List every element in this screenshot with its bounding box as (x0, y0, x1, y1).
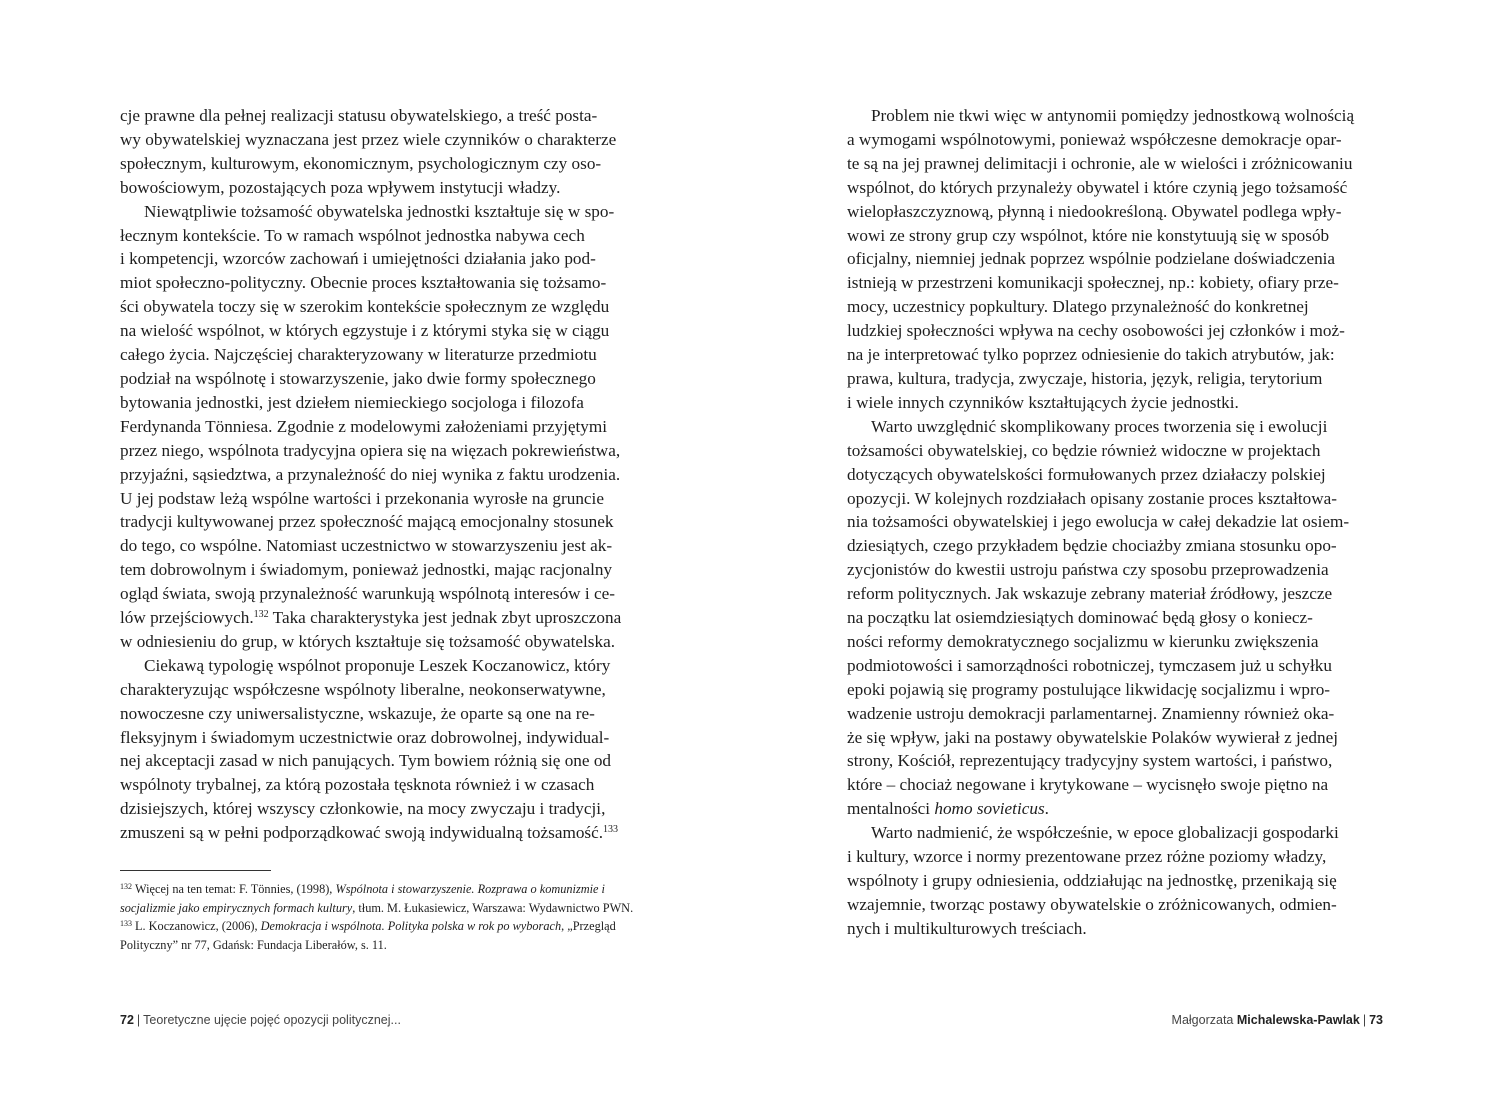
text-line: ności reformy demokratycznego socjalizmu w kierunku zwiększenia (847, 631, 1319, 651)
text-line: na je interpretować tylko poprzez odniesienie do takich atrybutów, jak: (847, 345, 1335, 365)
text-line: wadzenie ustroju demokracji parlamentarnej. Znamienny również oka- (847, 703, 1335, 723)
text-line: zycjonistów do kwestii ustroju państwa czy sposobu przeprowadzenia (847, 560, 1329, 580)
text-line: reform politycznych. Jak wskazuje zebrany materiał źródłowy, jeszcze (847, 584, 1333, 604)
text-line: mentalności (847, 799, 935, 819)
text-line: społecznym, kulturowym, ekonomicznym, psychologicznym czy oso- (120, 153, 602, 173)
footnote-title: Wspólnota i stowarzyszenie. Rozprawa o komunizmie i socjalizmie jako empirycznych formach kultury (120, 882, 605, 915)
text-line: podmiotowości i samorządności robotniczej, tymczasem już u schyłku (847, 655, 1332, 675)
footnote-divider (120, 870, 271, 871)
right-text-column (847, 104, 1383, 941)
text-line: lów przejściowych. (120, 608, 254, 628)
text-line: nowoczesne czy uniwersalistyczne, wskazuje, że oparte są one na re- (120, 703, 595, 723)
text-line: dotyczących obywatelskości formułowanych przez działaczy polskiej (847, 464, 1326, 484)
text-line: na początku lat osiemdziesiątych dominować będą głosy o koniecz- (847, 608, 1313, 628)
footnote (120, 880, 658, 917)
left-text-column (120, 104, 658, 845)
text-line: nej akceptacji zasad w nich panujących. Tym bowiem różnią się one od (120, 751, 612, 771)
footer-separator: | (1362, 1013, 1367, 1027)
paragraph (120, 104, 658, 200)
right-running-footer (1172, 1012, 1383, 1028)
text-line: na wielość wspólnot, w których egzystuje i z którymi styka się w ciągu (120, 321, 610, 341)
text-punct: . (1044, 799, 1049, 819)
text-line: miot społeczno-polityczny. Obecnie proces kształtowania się tożsamo- (120, 273, 607, 293)
footnote-text: Więcej na ten temat: F. Tönnies, (1998), (135, 882, 336, 896)
text-line: te są na jej prawnej delimitacji i ochronie, ale w wielości i zróżnicowaniu (847, 153, 1353, 173)
text-line: Taka charakterystyka jest jednak zbyt uproszczona (272, 608, 622, 628)
footnote-text: L. Koczanowicz, (2006), (135, 919, 261, 933)
footnote (120, 917, 658, 954)
text-line: wzajemnie, tworząc postawy obywatelskie o zróżnicowanych, odmien- (847, 894, 1337, 914)
text-line: wowi ze strony grup czy wspólnot, które nie konstytuują się w sposób (847, 225, 1330, 245)
text-line: nych i multikulturowych treściach. (847, 918, 1087, 938)
text-line: fleksyjnym i świadomym uczestnictwie oraz dobrowolnej, indywidual- (120, 727, 610, 747)
text-line: tożsamości obywatelskiej, co będzie również widoczne w projektach (847, 440, 1321, 460)
text-line: i kultury, wzorce i normy prezentowane przez różne poziomy władzy, (847, 847, 1327, 867)
page-number: 72 (120, 1013, 134, 1027)
text-line: zmuszeni są w pełni podporządkować swoją indywidualną tożsamość. (120, 823, 604, 843)
page-number: 73 (1369, 1013, 1383, 1027)
text-line: wspólnot, do których przynależy obywatel i które czynią jego tożsamość (847, 177, 1348, 197)
footnote-ref[interactable]: 132 (253, 609, 269, 621)
text-line: Problem nie tkwi więc w antynomii pomiędzy jednostkową wolnością (871, 106, 1355, 125)
footnote-title: Demokracja i wspólnota. Polityka polska w rok po wyborach (260, 919, 562, 933)
text-line: tradycji kultywowanej przez społeczność mającą emocjonalny stosunek (120, 512, 614, 532)
text-line: ści obywatela toczy się w szerokim kontekście społecznym ze względu (120, 297, 610, 317)
text-line: mocy, uczestnicy popkultury. Dlatego przynależność do konkretnej (847, 297, 1309, 317)
text-line: które – chociaż negowane i krytykowane – wycisnęło swoje piętno na (847, 775, 1329, 795)
author-first-name: Małgorzata (1171, 1013, 1234, 1027)
text-line: prawa, kultura, tradycja, zwyczaje, historia, język, religia, terytorium (847, 368, 1323, 388)
text-line: w odniesieniu do grup, w których kształtuje się tożsamość obywatelska. (120, 631, 615, 651)
text-line: wspólnoty i grupy odniesienia, oddziałując na jednostkę, przenikają się (847, 871, 1337, 890)
text-line: łecznym kontekście. To w ramach wspólnot jednostka nabywa cech (120, 225, 585, 245)
text-line: nia tożsamości obywatelskiej i jego ewolucja w całej dekadzie lat osiem- (847, 512, 1350, 532)
paragraph (847, 821, 1383, 941)
text-line: bowościowym, pozostających poza wpływem instytucji władzy. (120, 177, 561, 197)
text-line: Niewątpliwie tożsamość obywatelska jednostki kształtuje się w spo- (144, 201, 615, 221)
text-line: Warto uwzględnić skomplikowany proces tworzenia się i ewolucji (871, 416, 1328, 436)
text-line: ludzkiej społeczności wpływa na cechy osobowości jej członków i moż- (847, 321, 1345, 341)
author-last-name: Michalewska-Pawlak (1236, 1013, 1360, 1027)
footnotes (120, 880, 658, 954)
text-line: przyjaźni, sąsiedztwa, a przynależność do niej wynika z faktu urodzenia. (120, 464, 621, 484)
footer-separator: | (136, 1013, 141, 1027)
text-line: że się wpływ, jaki na postawy obywatelskie Polaków wywierał z jednej (847, 727, 1338, 747)
left-running-footer (120, 1012, 401, 1028)
paragraph (847, 415, 1383, 821)
text-line: a wymogami wspólnotowymi, ponieważ współczesne demokracje opar- (847, 129, 1342, 149)
text-line: dzisiejszych, której wszyscy członkowie, na mocy zwyczaju i tradycji, (120, 799, 606, 819)
text-line: wy obywatelskiej wyznaczana jest przez wiele czynników o charakterze (120, 129, 617, 149)
text-line: cje prawne dla pełnej realizacji statusu obywatelskiego, a treść posta- (120, 106, 598, 125)
text-line: i kompetencji, wzorców zachowań i umiejętności działania jako pod- (120, 249, 596, 269)
text-line: ogląd świata, swoją przynależność warunkują wspólnotą interesów i ce- (120, 584, 615, 604)
text-line: bytowania jednostki, jest dziełem niemieckiego socjologa i filozofa (120, 392, 584, 412)
text-line: charakteryzując współczesne wspólnoty liberalne, neokonserwatywne, (120, 679, 606, 699)
running-title: Teoretyczne ujęcie pojęć opozycji politycznej... (143, 1013, 401, 1027)
text-line: dziesiątych, czego przykładem będzie chociażby zmiana stosunku opo- (847, 536, 1337, 556)
text-line: przez niego, wspólnota tradycyjna opiera się na więzach pokrewieństwa, (120, 440, 621, 460)
text-line: opozycji. W kolejnych rozdziałach opisany zostanie proces kształtowa- (847, 488, 1337, 508)
footnote-text: , tłum. M. Łukasiewicz, Warszawa: Wydawnictwo PWN. (352, 900, 634, 915)
footnote-ref[interactable]: 133 (603, 824, 619, 836)
paragraph (120, 654, 658, 845)
text-line: wspólnoty trybalnej, za którą pozostała tęsknota również i w czasach (120, 775, 595, 795)
text-line: U jej podstaw leżą wspólne wartości i przekonania wyrosłe na gruncie (120, 488, 604, 508)
paragraph (847, 104, 1383, 415)
italic-term: homo sovieticus (934, 799, 1045, 819)
text-line: tem dobrowolnym i świadomym, ponieważ jednostki, mając racjonalny (120, 560, 613, 580)
text-line: i wiele innych czynników kształtujących życie jednostki. (847, 392, 1239, 412)
paragraph (120, 200, 658, 654)
text-line: strony, Kościół, reprezentujący tradycyjny system wartości, i państwo, (847, 751, 1333, 771)
text-line: wielopłaszczyznową, płynną i niedookreśloną. Obywatel podlega wpły- (847, 201, 1342, 221)
text-line: epoki pojawią się programy postulujące likwidację socjalizmu i wpro- (847, 679, 1331, 699)
footnote-text: , „Przegląd Polityczny” nr 77, Gdańsk: Fundacja Liberałów, s. 11. (120, 919, 616, 952)
text-line: do tego, co wspólne. Natomiast uczestnictwo w stowarzyszeniu jest ak- (120, 536, 613, 556)
right-page (750, 0, 1500, 1118)
text-line: podział na wspólnotę i stowarzyszenie, jako dwie formy społecznego (120, 368, 596, 388)
text-line: Ferdynanda Tönniesa. Zgodnie z modelowymi założeniami przyjętymi (120, 416, 607, 436)
text-line: Ciekawą typologię wspólnot proponuje Leszek Koczanowicz, który (144, 655, 611, 675)
text-line: oficjalny, niemniej jednak poprzez wspólnie podzielane doświadczenia (847, 249, 1336, 269)
text-line: całego życia. Najczęściej charakteryzowany w literaturze przedmiotu (120, 345, 597, 365)
footnote-number: 133 (120, 919, 132, 928)
text-line: istnieją w przestrzeni komunikacji społecznej, np.: kobiety, ofiary prze- (847, 273, 1339, 293)
text-line: Warto nadmienić, że współcześnie, w epoce globalizacji gospodarki (871, 823, 1339, 843)
footnote-number: 132 (120, 882, 132, 891)
